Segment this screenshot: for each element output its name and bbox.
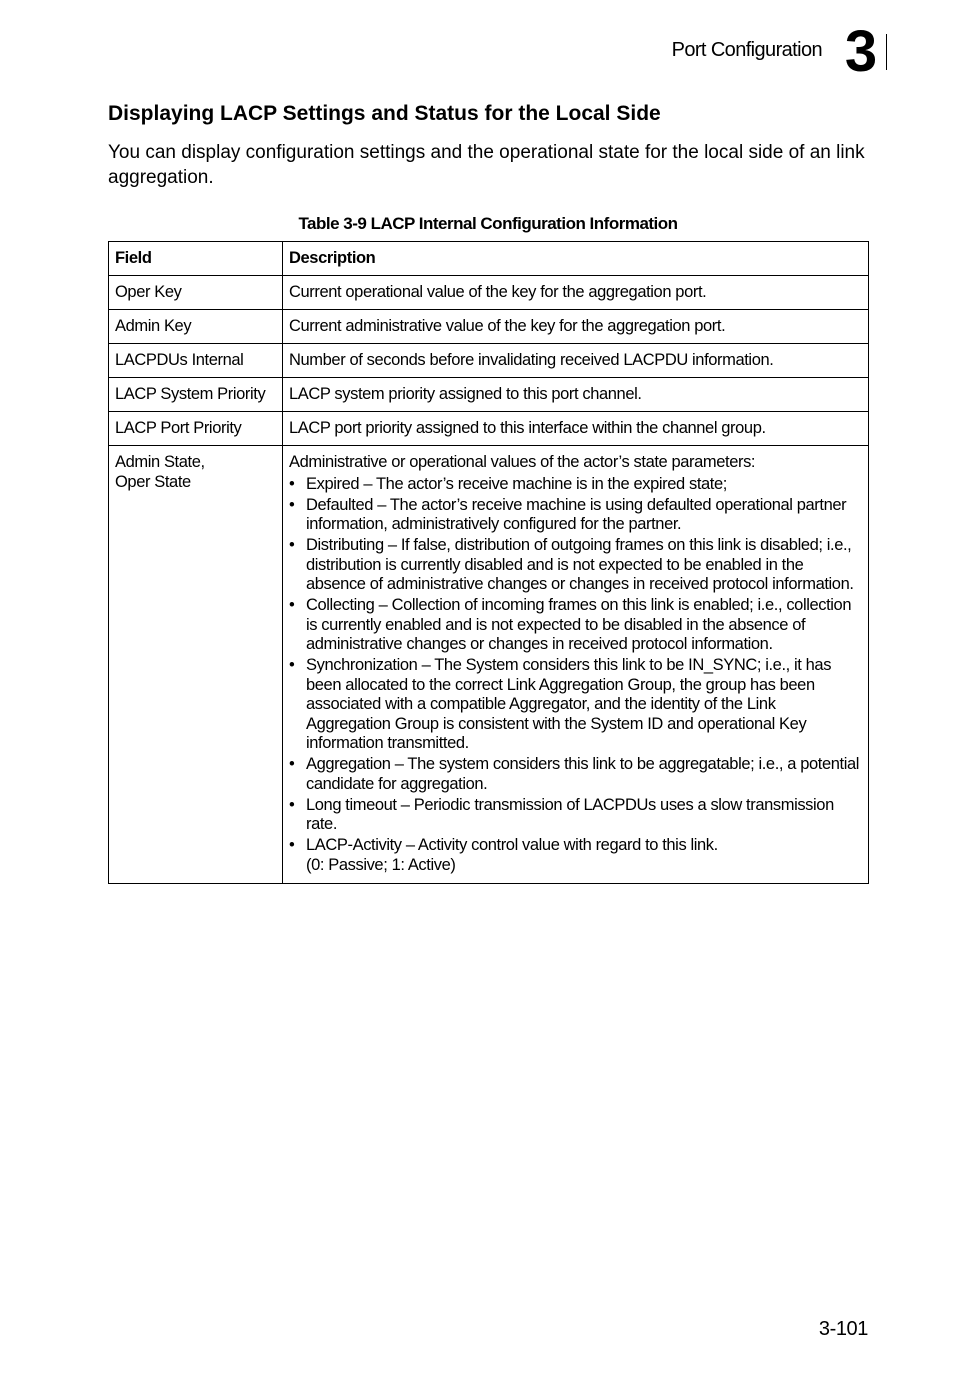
lacp-info-table: [108, 241, 869, 884]
field-cell: [109, 446, 283, 884]
description-cell: Current administrative value of the key for the aggregation port.: [283, 310, 869, 344]
state-parameter-list: [289, 475, 862, 876]
list-item-line: (0: Passive; 1: Active): [306, 855, 456, 874]
column-header-field: Field: [109, 242, 283, 276]
list-item: • Collecting – Collection of incoming frames on this link is enabled; i.e., collection is currently enabled and is not expected to be disabled in the absence of administrative changes or changes in received protocol information.: [289, 596, 862, 655]
description-cell: Number of seconds before invalidating received LACPDU information.: [283, 344, 869, 378]
table-row: [109, 378, 869, 412]
chapter-divider: [886, 34, 887, 70]
list-item: [289, 836, 862, 875]
running-header-title: Port Configuration: [671, 39, 822, 61]
intro-paragraph: You can display configuration settings and the operational state for the local side of an link aggregation.: [108, 142, 865, 188]
table-row: [109, 310, 869, 344]
field-cell: LACP Port Priority: [109, 412, 283, 446]
table-header-row: [109, 242, 869, 276]
list-item: • Synchronization – The System considers this link to be IN_SYNC; i.e., it has been allocated to the correct Link Aggregation Group, the group has been associated with a compatible Aggregator, and the identity of the Link Aggregation Group is consistent with the System ID and operational Key information transmitted.: [289, 656, 862, 754]
description-lead: Administrative or operational values of the actor’s state parameters:: [289, 453, 756, 471]
field-cell: LACP System Priority: [109, 378, 283, 412]
field-cell: Oper Key: [109, 276, 283, 310]
section-heading: Displaying LACP Settings and Status for the Local Side: [108, 102, 661, 125]
table-row: [109, 412, 869, 446]
description-cell: Current operational value of the key for the aggregation port.: [283, 276, 869, 310]
list-item: • Aggregation – The system considers this link to be aggregatable; i.e., a potential candidate for aggregation.: [289, 755, 862, 794]
list-item: • Long timeout – Periodic transmission of LACPDUs uses a slow transmission rate.: [289, 796, 862, 835]
field-line: Admin State,: [115, 453, 205, 471]
column-header-description: Description: [283, 242, 869, 276]
table-row-state: [109, 446, 869, 884]
description-cell: LACP system priority assigned to this port channel.: [283, 378, 869, 412]
chapter-number: 3: [844, 19, 878, 84]
field-cell: LACPDUs Internal: [109, 344, 283, 378]
table-row: [109, 276, 869, 310]
table-row: [109, 344, 869, 378]
list-item: • Distributing – If false, distribution of outgoing frames on this link is disabled; i.e., distribution is currently disabled and is not expected to be enabled in the absence of administrative changes or changes in received protocol information.: [289, 536, 862, 595]
field-cell: Admin Key: [109, 310, 283, 344]
table-caption: Table 3-9 LACP Internal Configuration Information: [298, 214, 678, 233]
description-cell: [283, 446, 869, 884]
description-cell: LACP port priority assigned to this interface within the channel group.: [283, 412, 869, 446]
field-line: Oper State: [115, 472, 191, 491]
list-item: • Defaulted – The actor’s receive machine is using defaulted operational partner information, administratively configured for the partner.: [289, 496, 862, 535]
list-item: • Expired – The actor’s receive machine is in the expired state;: [289, 475, 862, 495]
list-item-line: • LACP-Activity – Activity control value with regard to this link.: [306, 836, 718, 854]
page-number: 3-101: [818, 1318, 868, 1340]
